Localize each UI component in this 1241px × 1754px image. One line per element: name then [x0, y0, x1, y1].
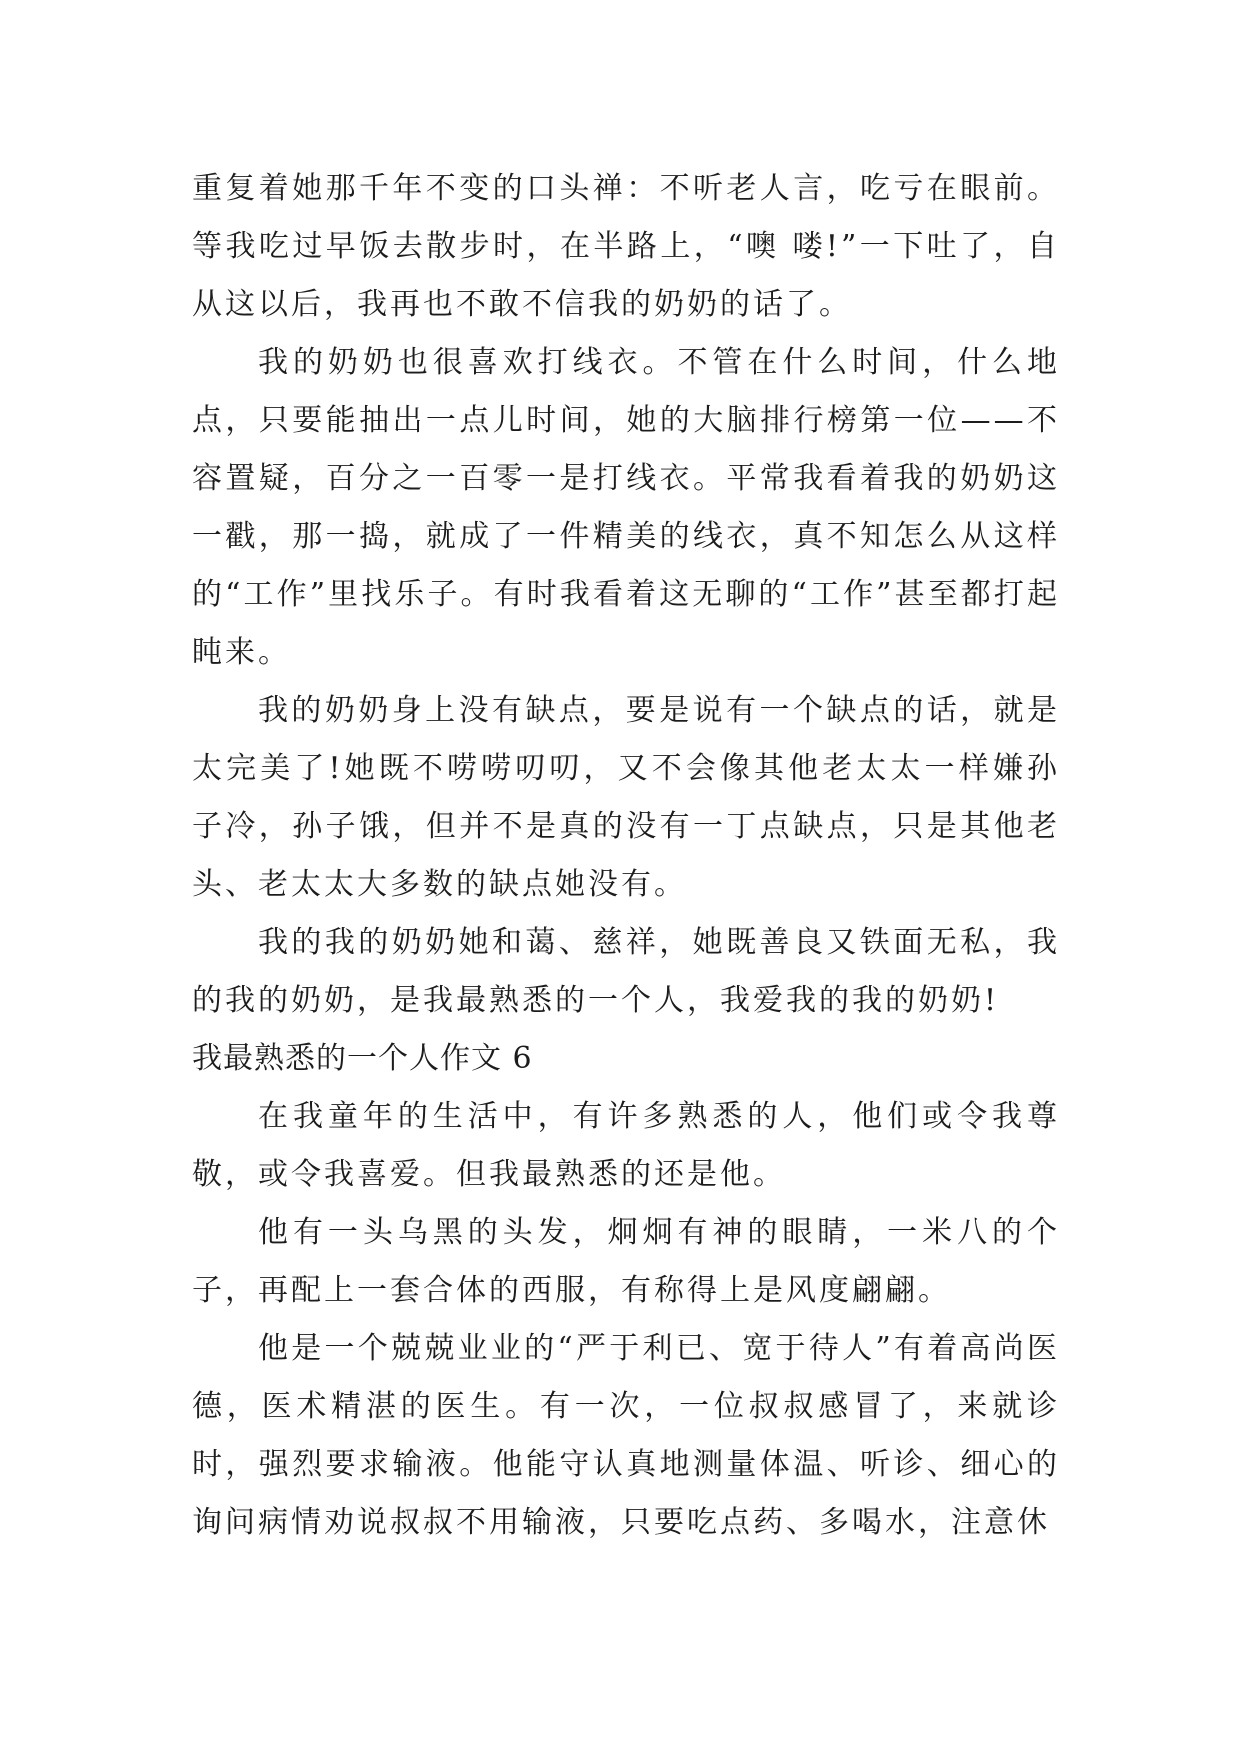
document-body — [192, 160, 1060, 1552]
paragraph-1: 重复着她那千年不变的口头禅：不听老人言，吃亏在眼前。等我吃过早饭去散步时，在半路上，“噢 喽!”一下吐了，自从这以后，我再也不敢不信我的奶奶的话了。 — [192, 171, 1060, 322]
paragraph-7: 他是一个兢兢业业的“严于利已、宽于待人”有着高尚医德，医术精湛的医生。有一次，一位叔叔感冒了，来就诊时，强烈要求输液。他能守认真地测量体温、听诊、细心的询问病情劝说叔叔不用输液，只要吃点药、多喝水，注意休 — [192, 1331, 1060, 1540]
paragraph-3: 我的奶奶身上没有缺点，要是说有一个缺点的话，就是太完美了!她既不唠唠叨叨，又不会像其他老太太一样嫌孙子冷，孙子饿，但并不是真的没有一丁点缺点，只是其他老头、老太太大多数的缺点她没有。 — [192, 693, 1060, 902]
paragraph-5: 在我童年的生活中，有许多熟悉的人，他们或令我尊敬，或令我喜爱。但我最熟悉的还是他。 — [192, 1099, 1060, 1192]
section-title: 我最熟悉的一个人作文 6 — [192, 1041, 533, 1076]
paragraph-2: 我的奶奶也很喜欢打线衣。不管在什么时间，什么地点，只要能抽出一点儿时间，她的大脑排行榜第一位——不容置疑，百分之一百零一是打线衣。平常我看着我的奶奶这一戳，那一捣，就成了一件精美的线衣，真不知怎么从这样的“工作”里找乐子。有时我看着这无聊的“工作”甚至都打起盹来。 — [192, 345, 1060, 670]
paragraph-6: 他有一头乌黑的头发，炯炯有神的眼睛，一米八的个子，再配上一套合体的西服，有称得上是风度翩翩。 — [192, 1215, 1060, 1308]
paragraph-4: 我的我的奶奶她和蔼、慈祥，她既善良又铁面无私，我的我的奶奶，是我最熟悉的一个人，我爱我的我的奶奶! — [192, 925, 1060, 1018]
